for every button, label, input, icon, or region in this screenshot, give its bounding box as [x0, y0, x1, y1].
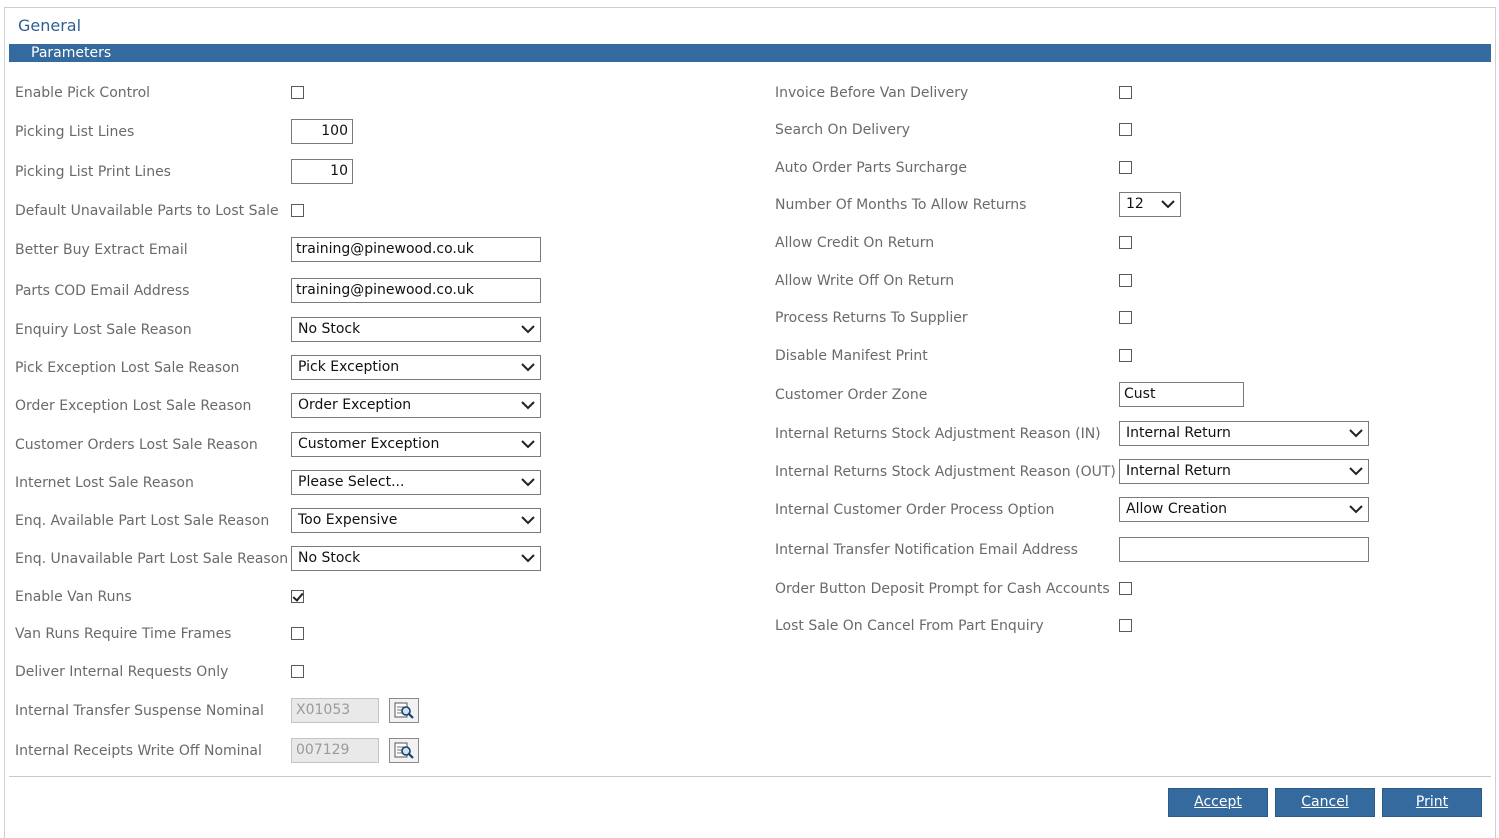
order-button-deposit-prompt-for-cash-accounts-label: Order Button Deposit Prompt for Cash Accounts — [775, 581, 1110, 597]
chevron-down-icon — [519, 320, 537, 338]
internal-returns-stock-adjustment-reason-in-select[interactable] — [1119, 421, 1369, 446]
allow-credit-on-return-checkbox[interactable] — [1119, 236, 1132, 249]
internal-receipts-write-off-nominal-input: 007129 — [291, 738, 379, 763]
order-exception-lost-sale-reason-select-value: Order Exception — [298, 397, 412, 413]
internal-returns-stock-adjustment-reason-out-label: Internal Returns Stock Adjustment Reason (OUT) — [775, 464, 1116, 480]
allow-write-off-on-return-checkbox[interactable] — [1119, 274, 1132, 287]
customer-orders-lost-sale-reason-label: Customer Orders Lost Sale Reason — [15, 437, 258, 453]
chevron-down-icon — [519, 396, 537, 414]
search-on-delivery-checkbox[interactable] — [1119, 123, 1132, 136]
order-exception-lost-sale-reason-label: Order Exception Lost Sale Reason — [15, 398, 252, 414]
internal-returns-stock-adjustment-reason-in-select-value: Internal Return — [1126, 425, 1231, 441]
picking-list-print-lines-label: Picking List Print Lines — [15, 164, 171, 180]
enq-unavailable-part-lost-sale-reason-select-value: No Stock — [298, 550, 361, 566]
accept-button[interactable]: Accept — [1168, 788, 1268, 817]
internal-transfer-notification-email-address-label: Internal Transfer Notification Email Address — [775, 542, 1078, 558]
internal-transfer-suspense-nominal-input: X01053 — [291, 698, 379, 723]
section-title: General — [18, 16, 82, 35]
order-exception-lost-sale-reason-select[interactable] — [291, 393, 541, 418]
footer-divider — [9, 776, 1491, 777]
van-runs-require-time-frames-label: Van Runs Require Time Frames — [15, 626, 232, 642]
customer-orders-lost-sale-reason-select-value: Customer Exception — [298, 436, 440, 452]
enq-available-part-lost-sale-reason-select[interactable] — [291, 508, 541, 533]
lost-sale-on-cancel-from-part-enquiry-label: Lost Sale On Cancel From Part Enquiry — [775, 618, 1044, 634]
internal-transfer-suspense-nominal-lookup-button[interactable] — [389, 698, 419, 723]
enquiry-lost-sale-reason-label: Enquiry Lost Sale Reason — [15, 322, 192, 338]
disable-manifest-print-label: Disable Manifest Print — [775, 348, 928, 364]
chevron-down-icon — [519, 511, 537, 529]
number-of-months-to-allow-returns-label: Number Of Months To Allow Returns — [775, 197, 1027, 213]
search-on-delivery-label: Search On Delivery — [775, 122, 911, 138]
cancel-button[interactable]: Cancel — [1275, 788, 1375, 817]
picking-list-lines-input[interactable]: 100 — [291, 119, 353, 144]
chevron-down-icon — [1347, 424, 1365, 442]
chevron-down-icon — [1159, 195, 1177, 213]
internal-transfer-notification-email-address-input[interactable] — [1119, 537, 1369, 562]
default-unavailable-parts-to-lost-sale-checkbox[interactable] — [291, 204, 304, 217]
auto-order-parts-surcharge-checkbox[interactable] — [1119, 161, 1132, 174]
pick-exception-lost-sale-reason-select[interactable] — [291, 355, 541, 380]
invoice-before-van-delivery-checkbox[interactable] — [1119, 86, 1132, 99]
internal-customer-order-process-option-select-value: Allow Creation — [1126, 501, 1228, 517]
internal-receipts-write-off-nominal-label: Internal Receipts Write Off Nominal — [15, 743, 262, 759]
enq-unavailable-part-lost-sale-reason-label: Enq. Unavailable Part Lost Sale Reason — [15, 551, 289, 567]
enable-van-runs-label: Enable Van Runs — [15, 589, 132, 605]
deliver-internal-requests-only-label: Deliver Internal Requests Only — [15, 664, 229, 680]
chevron-down-icon — [519, 358, 537, 376]
internal-returns-stock-adjustment-reason-in-label: Internal Returns Stock Adjustment Reason (IN) — [775, 426, 1101, 442]
parameters-header — [9, 44, 1491, 62]
lost-sale-on-cancel-from-part-enquiry-checkbox[interactable] — [1119, 619, 1132, 632]
internal-transfer-suspense-nominal-label: Internal Transfer Suspense Nominal — [15, 703, 264, 719]
chevron-down-icon — [1347, 500, 1365, 518]
order-button-deposit-prompt-for-cash-accounts-checkbox[interactable] — [1119, 582, 1132, 595]
default-unavailable-parts-to-lost-sale-label: Default Unavailable Parts to Lost Sale — [15, 203, 279, 219]
parameters-header-label: Parameters — [31, 45, 112, 61]
better-buy-extract-email-label: Better Buy Extract Email — [15, 242, 188, 258]
internal-returns-stock-adjustment-reason-out-select-value: Internal Return — [1126, 463, 1231, 479]
customer-order-zone-input[interactable]: Cust — [1119, 382, 1244, 407]
customer-orders-lost-sale-reason-select[interactable] — [291, 432, 541, 457]
internet-lost-sale-reason-select-value: Please Select... — [298, 474, 405, 490]
deliver-internal-requests-only-checkbox[interactable] — [291, 665, 304, 678]
invoice-before-van-delivery-label: Invoice Before Van Delivery — [775, 85, 969, 101]
parts-cod-email-address-label: Parts COD Email Address — [15, 283, 190, 299]
internet-lost-sale-reason-label: Internet Lost Sale Reason — [15, 475, 194, 491]
auto-order-parts-surcharge-label: Auto Order Parts Surcharge — [775, 160, 967, 176]
enq-available-part-lost-sale-reason-select-value: Too Expensive — [298, 512, 398, 528]
internal-customer-order-process-option-label: Internal Customer Order Process Option — [775, 502, 1055, 518]
chevron-down-icon — [1347, 462, 1365, 480]
disable-manifest-print-checkbox[interactable] — [1119, 349, 1132, 362]
print-button[interactable]: Print — [1382, 788, 1482, 817]
picking-list-print-lines-input[interactable]: 10 — [291, 159, 353, 184]
enquiry-lost-sale-reason-select-value: No Stock — [298, 321, 361, 337]
enable-pick-control-label: Enable Pick Control — [15, 85, 151, 101]
picking-list-lines-label: Picking List Lines — [15, 124, 135, 140]
van-runs-require-time-frames-checkbox[interactable] — [291, 627, 304, 640]
enable-pick-control-checkbox[interactable] — [291, 86, 304, 99]
internal-returns-stock-adjustment-reason-out-select[interactable] — [1119, 459, 1369, 484]
number-of-months-to-allow-returns-select[interactable] — [1119, 192, 1181, 217]
enable-van-runs-checkbox[interactable] — [291, 590, 304, 603]
process-returns-to-supplier-checkbox[interactable] — [1119, 311, 1132, 324]
number-of-months-to-allow-returns-select-value: 12 — [1126, 196, 1144, 212]
enq-available-part-lost-sale-reason-label: Enq. Available Part Lost Sale Reason — [15, 513, 270, 529]
process-returns-to-supplier-label: Process Returns To Supplier — [775, 310, 968, 326]
enquiry-lost-sale-reason-select[interactable] — [291, 317, 541, 342]
chevron-down-icon — [519, 473, 537, 491]
pick-exception-lost-sale-reason-select-value: Pick Exception — [298, 359, 400, 375]
chevron-down-icon — [519, 435, 537, 453]
parts-cod-email-address-input[interactable]: training@pinewood.co.uk — [291, 278, 541, 303]
chevron-down-icon — [519, 549, 537, 567]
internet-lost-sale-reason-select[interactable] — [291, 470, 541, 495]
internal-receipts-write-off-nominal-lookup-button[interactable] — [389, 738, 419, 763]
allow-write-off-on-return-label: Allow Write Off On Return — [775, 273, 955, 289]
enq-unavailable-part-lost-sale-reason-select[interactable] — [291, 546, 541, 571]
customer-order-zone-label: Customer Order Zone — [775, 387, 928, 403]
allow-credit-on-return-label: Allow Credit On Return — [775, 235, 935, 251]
better-buy-extract-email-input[interactable]: training@pinewood.co.uk — [291, 237, 541, 262]
pick-exception-lost-sale-reason-label: Pick Exception Lost Sale Reason — [15, 360, 240, 376]
internal-customer-order-process-option-select[interactable] — [1119, 497, 1369, 522]
